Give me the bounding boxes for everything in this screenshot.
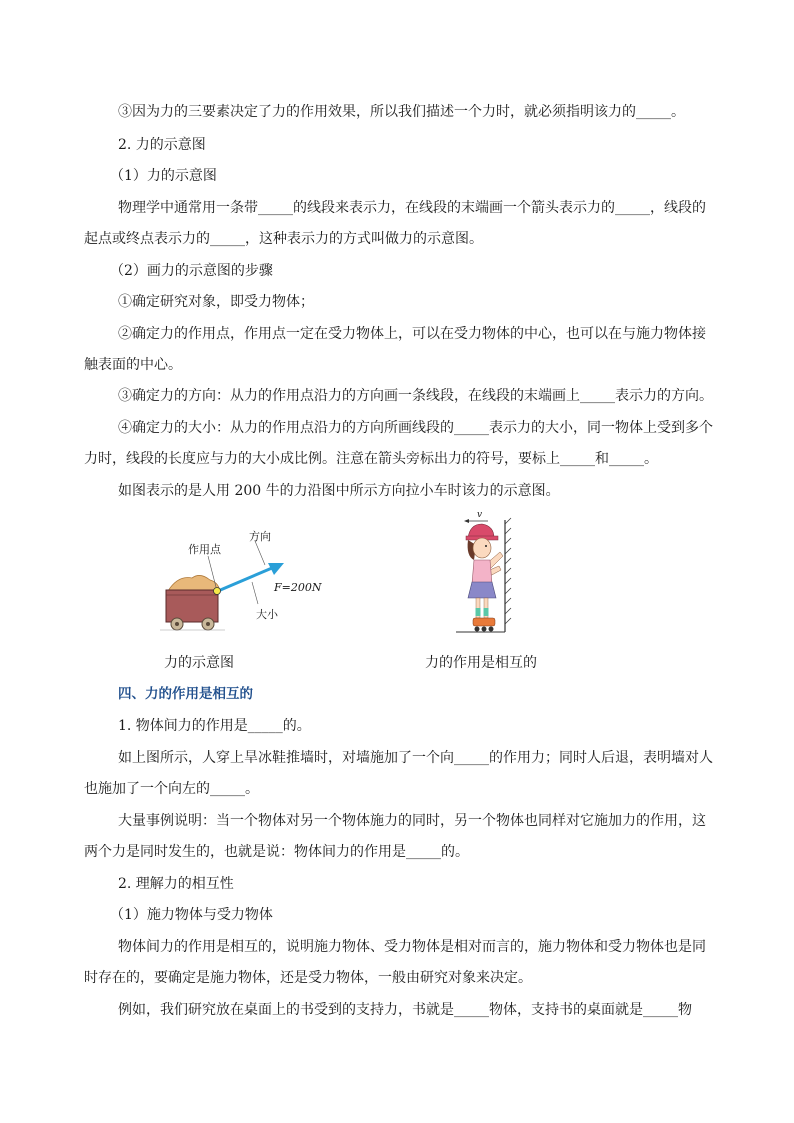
paragraph-line: 物理学中通常用一条带_____的线段来表示力，在线段的末端画一个箭头表示力的_____，线段的 [118,200,706,216]
paragraph-line: ③确定力的方向：从力的作用点沿力的方向画一条线段，在线段的末端画上_____表示力的方向。 [118,388,713,404]
paragraph-line: 两个力是同时发生的，也就是说：物体间力的作用是_____的。 [84,844,469,860]
paragraph-line: 如图表示的是人用 200 牛的力沿图中所示方向拉小车时该力的示意图。 [118,483,560,499]
subheading: 2. 理解力的相互性 [118,876,234,892]
paragraph-line: ②确定力的作用点，作用点一定在受力物体上，可以在受力物体的中心，也可以在与施力物体接 [118,326,706,342]
figure-caption: 力的作用是相互的 [425,655,537,671]
subheading: 2. 力的示意图 [118,137,206,153]
force-magnitude-label: F=200N [274,581,322,594]
paragraph-line: 力时，线段的长度应与力的大小成比例。注意在箭头旁标出力的符号，要标上_____和_____。 [84,451,658,467]
figure-caption: 力的示意图 [164,655,234,671]
velocity-label: v [477,510,483,520]
paragraph-line: 例如，我们研究放在桌面上的书受到的支持力，书就是_____物体，支持书的桌面就是_____物 [118,1002,692,1018]
size-label: 大小 [256,608,278,621]
paragraph-line: 触表面的中心。 [84,357,182,373]
point-of-application-label: 作用点 [188,543,221,556]
subheading: （1）施力物体与受力物体 [110,907,273,923]
paragraph-line: 如上图所示，人穿上旱冰鞋推墙时，对墙施加了一个向_____的作用力；同时人后退，表明墙对人 [118,750,713,766]
paragraph-line: ①确定研究对象，即受力物体； [118,294,314,310]
paragraph-line: 大量事例说明：当一个物体对另一个物体施力的同时，另一个物体也同样对它施加力的作用，这 [118,813,706,829]
paragraph-line: ④确定力的大小：从力的作用点沿力的方向所画线段的_____表示力的大小，同一物体上受到多个 [118,420,713,436]
paragraph-line: 也施加了一个向左的_____。 [84,781,259,797]
subheading: （1）力的示意图 [110,168,217,184]
section-heading: 四、力的作用是相互的 [118,686,253,702]
subheading: （2）画力的示意图的步骤 [110,263,273,279]
subheading: 1. 物体间力的作用是_____的。 [118,718,311,734]
paragraph-line: 物体间力的作用是相互的，说明施力物体、受力物体是相对而言的，施力物体和受力物体也是同 [118,939,706,955]
paragraph-line: ③因为力的三要素决定了力的作用效果，所以我们描述一个力时，就必须指明该力的_____。 [118,104,685,120]
paragraph-line: 起点或终点表示力的_____，这种表示力的方式叫做力的示意图。 [84,231,483,247]
direction-label: 方向 [249,530,271,543]
paragraph-line: 时存在的，要确定是施力物体，还是受力物体，一般由研究对象来决定。 [84,970,532,986]
